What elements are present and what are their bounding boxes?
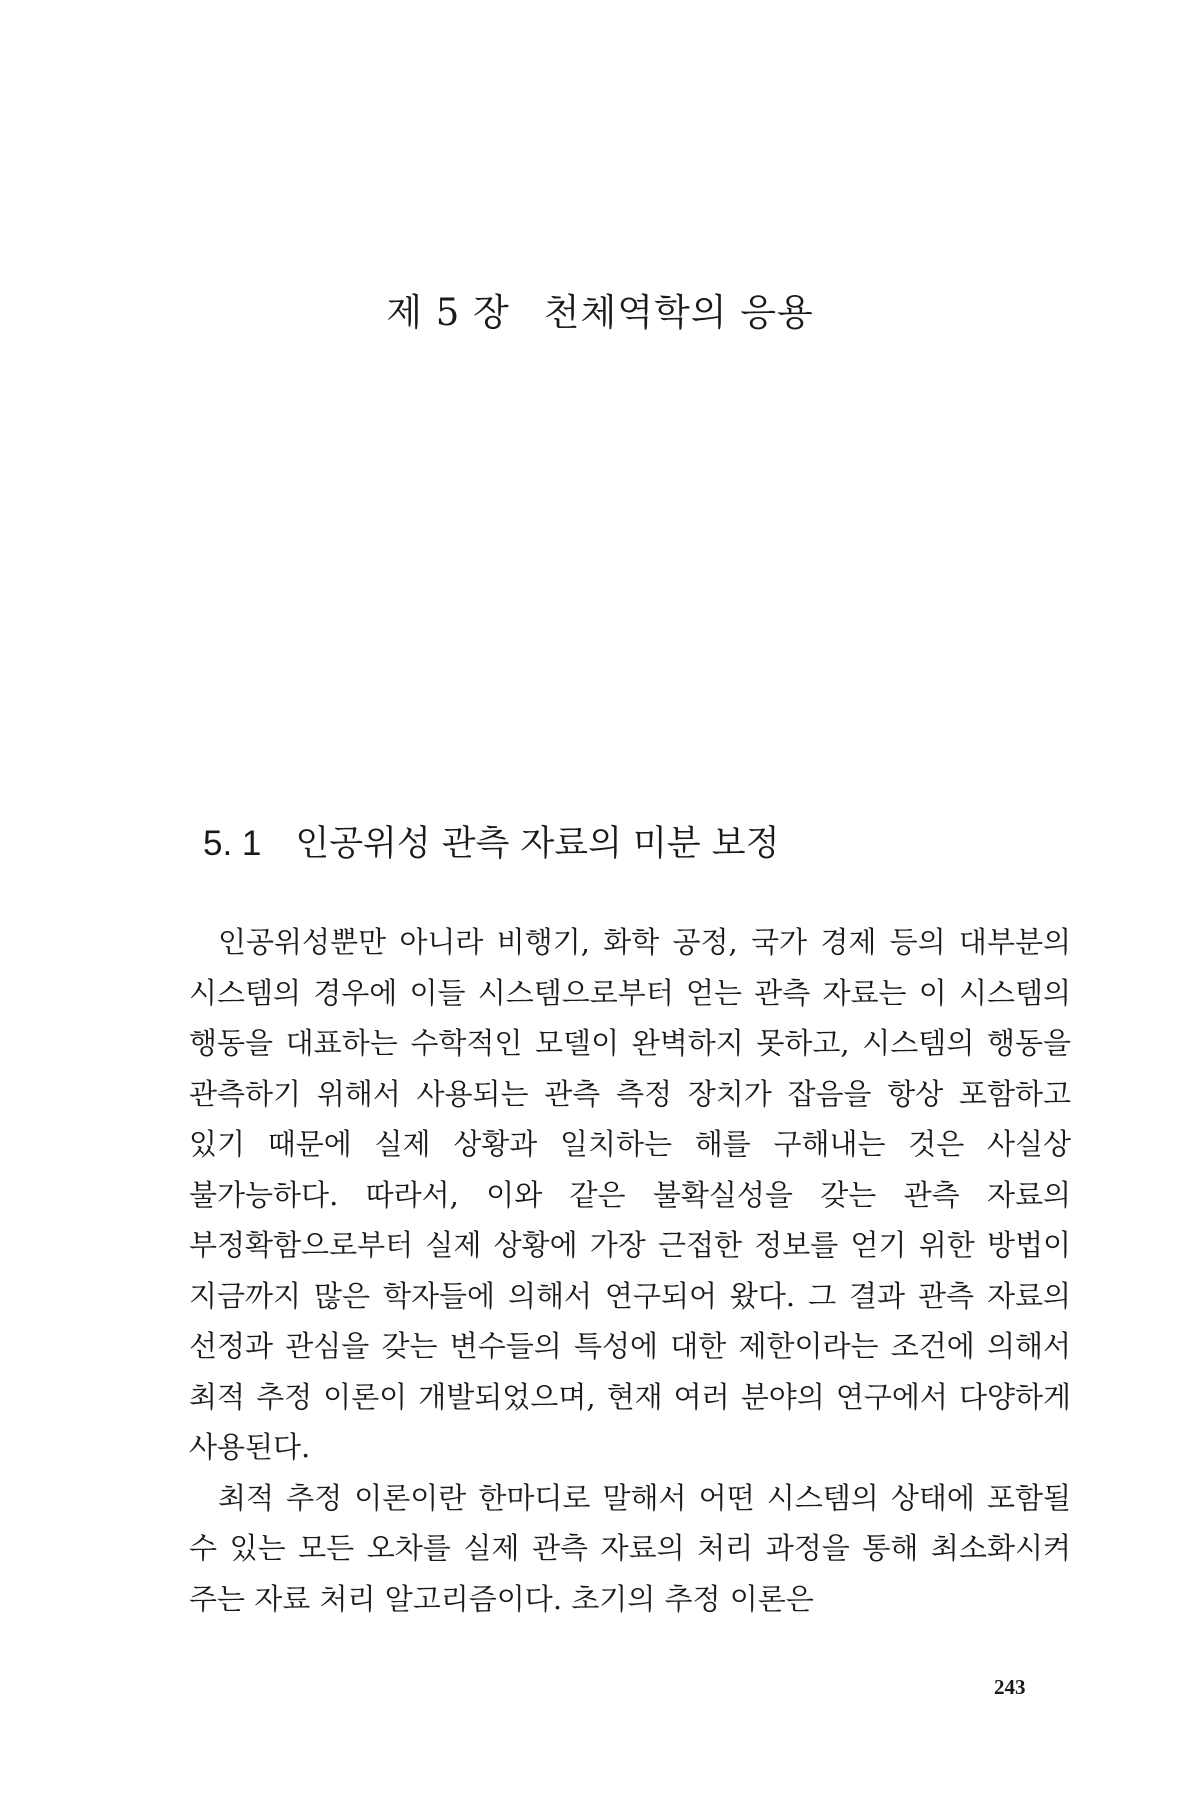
chapter-name: 천체역학의 응용	[543, 291, 814, 334]
chapter-label: 제 5 장	[386, 291, 510, 334]
page-number: 243	[994, 1675, 1026, 1699]
section-number: 5. 1	[203, 824, 262, 863]
paragraph-1: 인공위성뿐만 아니라 비행기, 화학 공정, 국가 경제 등의 대부분의 시스템의 경우에 이들 시스템으로부터 얻는 관측 자료는 이 시스템의 행동을 대표하는 수학적인 모델이 완벽하지 못하고, 시스템의 행동을 관측하기 위해서 사용되는 관측 측정 장치가 잡음을 항상 포함하고 있기 때문에 실제 상황과 일치하는 해를 구해내는 것은 사실상 불가능하다. 따라서, 이와 같은 불확실성을 갖는 관측 자료의 부정확함으로부터 실제 상황에 가장 근접한 정보를 얻기 위한 방법이 지금까지 많은 학자들에 의해서 연구되어 왔다. 그 결과 관측 자료의 선정과 관심을 갖는 변수들의 특성에 대한 제한이라는 조건에 의해서 최적 추정 이론이 개발되었으며, 현재 여러 분야의 연구에서 다양하게 사용된다.	[189, 925, 1071, 1464]
chapter-title	[0, 282, 1200, 336]
section-name: 인공위성 관측 자료의 미분 보정	[295, 824, 780, 864]
body-text	[189, 917, 1071, 1624]
section-title	[203, 816, 779, 866]
paragraph-2: 최적 추정 이론이란 한마디로 말해서 어떤 시스템의 상태에 포함될 수 있는 모든 오차를 실제 관측 자료의 처리 과정을 통해 최소화시켜 주는 자료 처리 알고리즘이다. 초기의 추정 이론은	[189, 1480, 1071, 1616]
